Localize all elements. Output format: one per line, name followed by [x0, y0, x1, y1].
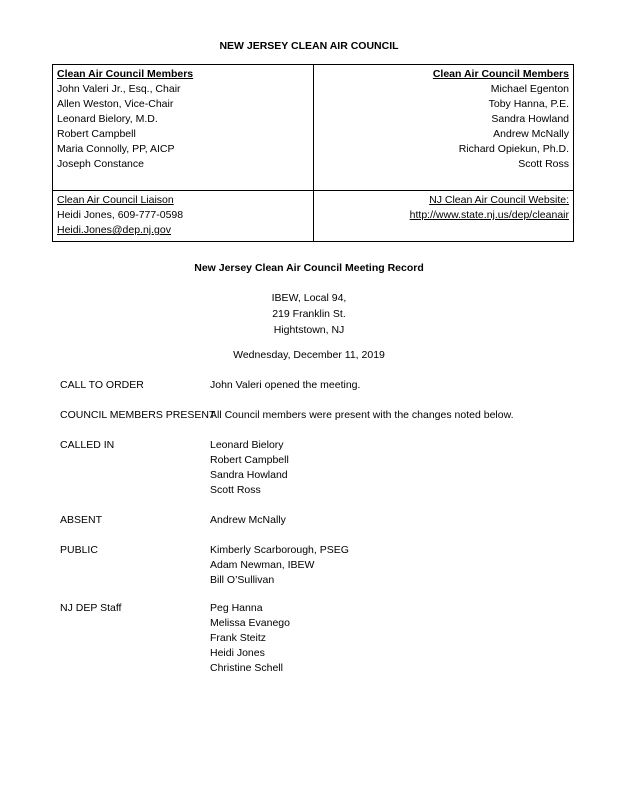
section-value: Robert Campbell — [210, 454, 289, 466]
address-line: IBEW, Local 94, — [271, 292, 347, 304]
section-value: Scott Ross — [210, 484, 261, 496]
member-name: Robert Campbell — [57, 128, 136, 140]
liaison-email-link[interactable]: Heidi.Jones@dep.nj.gov — [57, 224, 171, 236]
section-value: Peg Hanna — [210, 602, 263, 614]
member-name: Sandra Howland — [491, 113, 569, 125]
left-members-cell — [53, 65, 314, 191]
section-value: Frank Steitz — [210, 632, 267, 644]
right-members-header: Clean Air Council Members — [432, 68, 569, 80]
section-value: Andrew McNally — [210, 514, 286, 526]
section-value: Heidi Jones — [210, 647, 265, 659]
section-value: Sandra Howland — [210, 469, 288, 481]
section-value: John Valeri opened the meeting. — [210, 379, 361, 391]
section-value: Leonard Bielory — [210, 439, 284, 451]
member-name: Andrew McNally — [493, 128, 569, 140]
section-label: CALL TO ORDER — [60, 379, 144, 391]
members-table — [52, 64, 574, 242]
website-link[interactable]: http://www.state.nj.us/dep/cleanair — [409, 209, 569, 221]
liaison-cell — [53, 191, 314, 242]
member-name: Richard Opiekun, Ph.D. — [458, 143, 569, 155]
liaison-name: Heidi Jones, 609-777-0598 — [57, 209, 184, 221]
member-name: Allen Weston, Vice-Chair — [57, 98, 174, 110]
section-value: Bill O’Sullivan — [210, 574, 275, 586]
meeting-address — [0, 290, 618, 338]
meeting-record-title: New Jersey Clean Air Council Meeting Record — [194, 262, 424, 274]
member-name: John Valeri Jr., Esq., Chair — [57, 83, 181, 95]
website-header: NJ Clean Air Council Website: — [429, 194, 569, 206]
section-value: Melissa Evanego — [210, 617, 290, 629]
section-value: Christine Schell — [210, 662, 283, 674]
member-name: Maria Connolly, PP, AICP — [57, 143, 175, 155]
section-label: CALLED IN — [60, 439, 115, 451]
section-label: NJ DEP Staff — [60, 602, 122, 614]
website-cell — [313, 191, 574, 242]
member-name: Michael Egenton — [490, 83, 569, 95]
member-name: Scott Ross — [518, 158, 569, 170]
left-members-header: Clean Air Council Members — [57, 68, 194, 80]
section-value: All Council members were present with the changes noted below. — [210, 409, 514, 421]
section-value: Kimberly Scarborough, PSEG — [210, 544, 349, 556]
document-title: NEW JERSEY CLEAN AIR COUNCIL — [219, 40, 399, 52]
meeting-date: Wednesday, December 11, 2019 — [233, 349, 385, 361]
section-label: ABSENT — [60, 514, 103, 526]
address-line: 219 Franklin St. — [272, 308, 346, 320]
address-line: Hightstown, NJ — [273, 324, 345, 336]
section-label: PUBLIC — [60, 544, 98, 556]
section-value: Adam Newman, IBEW — [210, 559, 315, 571]
section-label: COUNCIL MEMBERS PRESENT — [60, 409, 216, 421]
member-name: Toby Hanna, P.E. — [488, 98, 569, 110]
liaison-header: Clean Air Council Liaison — [57, 194, 174, 206]
member-name: Leonard Bielory, M.D. — [57, 113, 158, 125]
member-name: Joseph Constance — [57, 158, 144, 170]
right-members-cell — [313, 65, 574, 191]
